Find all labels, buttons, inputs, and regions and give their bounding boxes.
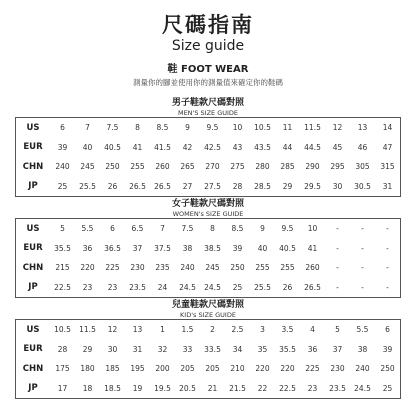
table-cell: 7.5 (181, 224, 194, 234)
table-cell: 19.5 (154, 383, 171, 393)
women-section-title: 女子鞋款尺碼對照 (171, 199, 244, 209)
table-cell: - (361, 224, 364, 234)
table-cell: 8 (135, 123, 140, 133)
table-cell: 38 (357, 344, 368, 354)
table-cell: 35.5 (279, 344, 296, 354)
table-cell: - (336, 282, 339, 292)
row-label: JP (28, 282, 38, 293)
table-cell: 37 (332, 344, 343, 354)
table-cell: 40.5 (279, 243, 296, 253)
table-cell: 5.5 (81, 224, 94, 234)
table-cell: 3 (260, 325, 265, 335)
page-subtitle: Size guide (171, 38, 245, 54)
kids-size-table (15, 319, 401, 399)
table-cell: 31 (382, 181, 393, 191)
table-cell: 7 (160, 224, 165, 234)
men-section-title: 男子鞋款尺碼對照 (171, 98, 244, 108)
table-cell: 47 (382, 142, 393, 152)
table-cell: 14 (382, 123, 393, 133)
row-label: US (26, 122, 40, 133)
table-cell: 12 (332, 123, 343, 133)
table-cell: 28 (232, 181, 243, 191)
table-cell: 18.5 (104, 383, 121, 393)
footwear-heading: 鞋 FOOT WEAR (167, 64, 249, 75)
table-cell: 41.5 (154, 142, 171, 152)
table-cell: 3.5 (281, 325, 294, 335)
row-label: JP (28, 383, 38, 394)
table-cell: 23 (307, 383, 318, 393)
table-cell: 37.5 (154, 243, 171, 253)
table-cell: 20.5 (179, 383, 196, 393)
table-cell: 23.5 (329, 383, 346, 393)
table-cell: 10 (232, 123, 243, 133)
table-cell: 17 (57, 383, 68, 393)
table-cell: 220 (280, 364, 295, 374)
table-cell: 9.5 (206, 123, 219, 133)
table-cell: 12 (107, 325, 118, 335)
table-cell: 26.5 (304, 282, 321, 292)
table-cell: 260 (305, 263, 320, 273)
table-cell: - (361, 282, 364, 292)
table-cell: 235 (155, 263, 170, 273)
table-cell: 19 (132, 383, 143, 393)
table-cell: 11.5 (304, 123, 321, 133)
table-cell: 200 (155, 364, 170, 374)
table-cell: 6 (60, 123, 65, 133)
table-cell: 2 (210, 325, 215, 335)
table-row (16, 177, 400, 197)
table-cell: 220 (80, 263, 95, 273)
table-cell: 24 (157, 282, 168, 292)
table-cell: 250 (105, 162, 120, 172)
table-cell: 25 (232, 282, 243, 292)
table-cell: - (386, 243, 389, 253)
table-cell: 5 (335, 325, 340, 335)
table-cell: - (386, 224, 389, 234)
table-cell: 185 (105, 364, 120, 374)
row-label: US (26, 324, 40, 335)
table-cell: 260 (155, 162, 170, 172)
table-cell: 43 (232, 142, 243, 152)
kids-section-title: 兒童鞋款尺碼對照 (171, 300, 244, 310)
table-cell: 21.5 (229, 383, 246, 393)
row-label: EUR (23, 142, 43, 153)
table-cell: 210 (230, 364, 245, 374)
table-cell: 230 (130, 263, 145, 273)
table-cell: 8.5 (231, 224, 244, 234)
women-size-table (15, 218, 401, 298)
table-row (16, 219, 400, 239)
table-cell: 34 (232, 344, 243, 354)
table-cell: 9 (260, 224, 265, 234)
table-cell: 240 (355, 364, 370, 374)
table-cell: - (386, 282, 389, 292)
table-cell: 11 (282, 123, 293, 133)
table-cell: 265 (180, 162, 195, 172)
table-cell: 10.5 (254, 123, 271, 133)
table-cell: 1 (160, 325, 165, 335)
table-cell: 39 (232, 243, 243, 253)
table-cell: - (336, 224, 339, 234)
footwear-description: 測量你的腳並使用你的測量值來確定你的鞋碼 (133, 78, 283, 87)
table-cell: 195 (130, 364, 145, 374)
table-cell: 18 (82, 383, 93, 393)
table-cell: 305 (355, 162, 370, 172)
table-cell: 36 (82, 243, 93, 253)
men-section-subtitle: MEN'S SIZE GUIDE (177, 109, 239, 117)
table-cell: - (336, 243, 339, 253)
table-row (16, 118, 400, 138)
kids-section-subtitle: KID's SIZE GUIDE (180, 311, 236, 319)
table-cell: 8.5 (156, 123, 169, 133)
table-cell: 255 (280, 263, 295, 273)
table-cell: 175 (55, 364, 70, 374)
table-cell: 5 (60, 224, 65, 234)
table-cell: 28.5 (254, 181, 271, 191)
table-row (16, 157, 400, 177)
table-cell: 24.5 (354, 383, 371, 393)
table-cell: 38.5 (204, 243, 221, 253)
table-cell: 22 (257, 383, 268, 393)
table-cell: 25 (382, 383, 393, 393)
table-cell: 215 (55, 263, 70, 273)
table-cell: 13 (357, 123, 368, 133)
table-cell: 35.5 (54, 243, 71, 253)
table-cell: 40 (82, 142, 93, 152)
table-cell: 245 (205, 263, 220, 273)
row-label: CHN (22, 161, 44, 172)
table-cell: 42 (182, 142, 193, 152)
table-cell: 26.5 (129, 181, 146, 191)
table-cell: 22.5 (279, 383, 296, 393)
table-cell: 27 (182, 181, 193, 191)
table-cell: 44 (282, 142, 293, 152)
table-cell: 5.5 (356, 325, 369, 335)
table-cell: 33 (182, 344, 193, 354)
table-cell: 27.5 (204, 181, 221, 191)
table-cell: 43.5 (254, 142, 271, 152)
table-cell: 25 (57, 181, 68, 191)
table-cell: 245 (80, 162, 95, 172)
row-label: CHN (22, 363, 44, 374)
table-cell: 6 (110, 224, 115, 234)
table-cell: 285 (280, 162, 295, 172)
table-cell: 23.5 (129, 282, 146, 292)
table-row (16, 258, 400, 278)
table-cell: 40 (257, 243, 268, 253)
table-cell: 46 (357, 142, 368, 152)
table-cell: 255 (130, 162, 145, 172)
table-cell: - (361, 243, 364, 253)
table-cell: 290 (305, 162, 320, 172)
table-cell: 29 (82, 344, 93, 354)
table-cell: 29.5 (304, 181, 321, 191)
table-cell: 295 (330, 162, 345, 172)
table-cell: 24.5 (204, 282, 221, 292)
women-section-subtitle: WOMEN's SIZE GUIDE (172, 210, 244, 218)
table-cell: 10.5 (54, 325, 71, 335)
table-cell: 205 (180, 364, 195, 374)
table-cell: 250 (380, 364, 395, 374)
table-cell: 40.5 (104, 142, 121, 152)
table-cell: 32 (157, 344, 168, 354)
table-cell: 33.5 (204, 344, 221, 354)
table-cell: 255 (255, 263, 270, 273)
table-cell: 280 (255, 162, 270, 172)
table-cell: 41 (132, 142, 143, 152)
table-cell: 42.5 (204, 142, 221, 152)
table-row (16, 138, 400, 158)
row-label: JP (28, 181, 38, 192)
table-cell: 4 (310, 325, 315, 335)
table-cell: 6 (385, 325, 390, 335)
table-cell: 1.5 (181, 325, 194, 335)
table-cell: 44.5 (304, 142, 321, 152)
table-cell: 11.5 (79, 325, 96, 335)
row-label: US (26, 223, 40, 234)
table-cell: 30 (332, 181, 343, 191)
table-cell: 220 (255, 364, 270, 374)
row-label: EUR (23, 243, 43, 254)
table-cell: 45 (332, 142, 343, 152)
page-title: 尺碼指南 (162, 13, 254, 37)
row-label: EUR (23, 344, 43, 355)
table-cell: 6.5 (131, 224, 144, 234)
table-cell: 29 (282, 181, 293, 191)
table-cell: 270 (205, 162, 220, 172)
table-cell: 9 (185, 123, 190, 133)
table-cell: 39 (57, 142, 68, 152)
table-cell: 2.5 (231, 325, 244, 335)
table-cell: 23 (82, 282, 93, 292)
table-cell: - (336, 263, 339, 273)
table-cell: 240 (55, 162, 70, 172)
table-cell: 41 (307, 243, 318, 253)
table-cell: 250 (230, 263, 245, 273)
table-cell: 28 (57, 344, 68, 354)
table-cell: 31 (132, 344, 143, 354)
table-cell: 26 (107, 181, 118, 191)
table-cell: 8 (210, 224, 215, 234)
table-row (16, 359, 400, 379)
table-cell: 205 (205, 364, 220, 374)
table-row (16, 340, 400, 360)
table-cell: 9.5 (281, 224, 294, 234)
table-cell: 25.5 (254, 282, 271, 292)
table-row (16, 320, 400, 340)
table-cell: 7 (85, 123, 90, 133)
table-cell: 10 (307, 224, 318, 234)
table-cell: 24.5 (179, 282, 196, 292)
table-cell: 230 (330, 364, 345, 374)
table-cell: 38 (182, 243, 193, 253)
table-row (16, 278, 400, 298)
table-cell: 23 (107, 282, 118, 292)
table-cell: 39 (382, 344, 393, 354)
table-cell: 21 (207, 383, 218, 393)
men-size-table (15, 117, 401, 197)
table-cell: 7.5 (106, 123, 119, 133)
table-row (16, 379, 400, 399)
table-cell: - (361, 263, 364, 273)
table-cell: 225 (305, 364, 320, 374)
table-cell: 35 (257, 344, 268, 354)
table-cell: 36.5 (104, 243, 121, 253)
table-cell: 315 (380, 162, 395, 172)
table-cell: 30 (107, 344, 118, 354)
table-cell: 240 (180, 263, 195, 273)
table-cell: 13 (132, 325, 143, 335)
table-row (16, 239, 400, 259)
table-cell: 37 (132, 243, 143, 253)
table-cell: 22.5 (54, 282, 71, 292)
table-cell: 225 (105, 263, 120, 273)
table-cell: 30.5 (354, 181, 371, 191)
row-label: CHN (22, 262, 44, 273)
table-cell: 275 (230, 162, 245, 172)
table-cell: 25.5 (79, 181, 96, 191)
table-cell: - (386, 263, 389, 273)
table-cell: 180 (80, 364, 95, 374)
table-cell: 26 (282, 282, 293, 292)
table-cell: 36 (307, 344, 318, 354)
table-cell: 26.5 (154, 181, 171, 191)
